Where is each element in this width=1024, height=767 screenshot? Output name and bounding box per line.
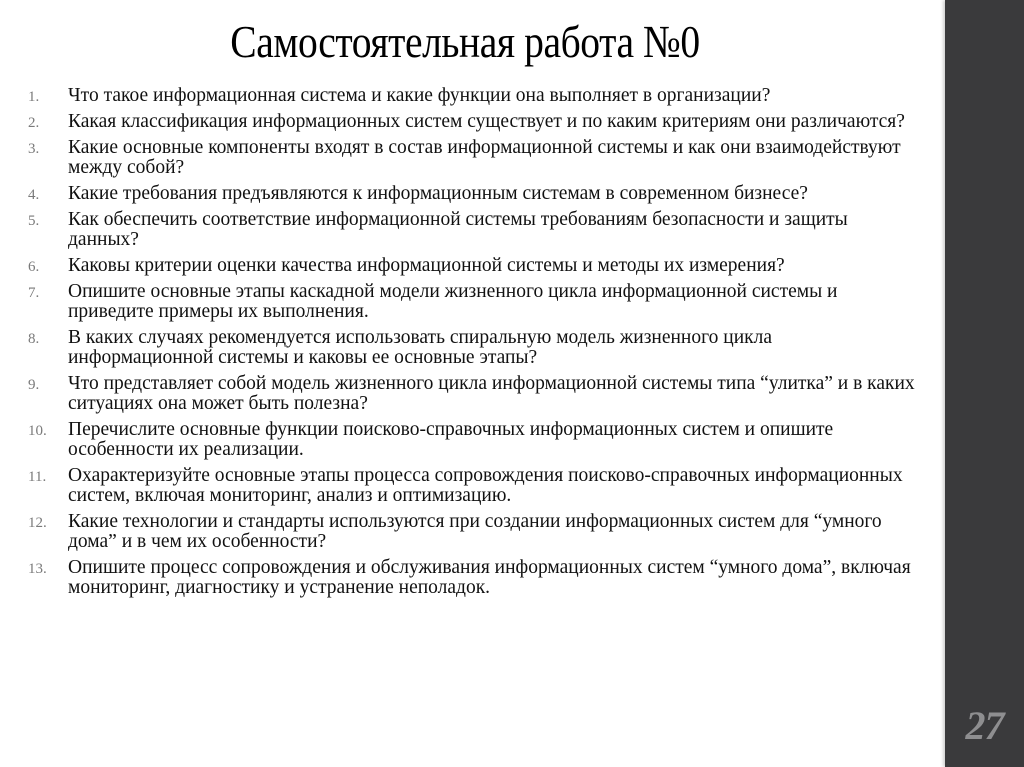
question-text: Как обеспечить соответствие информационной системы требованиям безопасности и защиты данных? xyxy=(68,209,848,250)
question-number: 5. xyxy=(28,213,40,229)
question-number: 4. xyxy=(28,187,40,203)
question-text: Какие основные компоненты входят в состав информационной системы и как они взаимодействуют между собой? xyxy=(68,137,901,178)
question-item-12 xyxy=(0,512,940,552)
question-number: 12. xyxy=(28,515,47,531)
question-number: 3. xyxy=(28,141,40,157)
question-item-2 xyxy=(0,112,940,132)
question-number: 11. xyxy=(28,469,47,485)
question-number: 8. xyxy=(28,331,40,347)
question-list xyxy=(0,86,940,604)
question-item-7 xyxy=(0,282,940,322)
question-text: Какие технологии и стандарты используются при создании информационных систем для “умного дома” и в чем их особенности? xyxy=(68,511,882,552)
question-text: Что представляет собой модель жизненного цикла информационной системы типа “улитка” и в каких ситуациях она может быть полезна? xyxy=(68,373,915,414)
question-number: 10. xyxy=(28,423,47,439)
question-item-8 xyxy=(0,328,940,368)
question-number: 2. xyxy=(28,115,40,131)
question-text: Опишите процесс сопровождения и обслуживания информационных систем “умного дома”, включая мониторинг, диагностику и устранение неполадок. xyxy=(68,557,911,598)
side-bar xyxy=(945,0,1024,767)
question-item-3 xyxy=(0,138,940,178)
question-text: Что такое информационная система и какие функции она выполняет в организации? xyxy=(68,85,771,106)
question-item-9 xyxy=(0,374,940,414)
question-item-11 xyxy=(0,466,940,506)
question-number: 7. xyxy=(28,285,40,301)
question-text: Опишите основные этапы каскадной модели жизненного цикла информационной системы и приведите примеры их выполнения. xyxy=(68,281,838,322)
question-text: Охарактеризуйте основные этапы процесса сопровождения поисково-справочных информационных систем, включая мониторинг, анализ и оптимизацию. xyxy=(68,465,903,506)
question-item-5 xyxy=(0,210,940,250)
question-text: Какие требования предъявляются к информационным системам в современном бизнесе? xyxy=(68,183,808,204)
question-number: 6. xyxy=(28,259,40,275)
question-text: Какая классификация информационных систем существует и по каким критериям они различаются? xyxy=(68,111,905,132)
slide-title: Самостоятельная работа №0 xyxy=(230,16,700,67)
question-item-13 xyxy=(0,558,940,598)
question-item-1 xyxy=(0,86,940,106)
page-number: 27 xyxy=(965,703,1004,748)
question-item-6 xyxy=(0,256,940,276)
question-text: Каковы критерии оценки качества информационной системы и методы их измерения? xyxy=(68,255,785,276)
question-text: В каких случаях рекомендуется использовать спиральную модель жизненного цикла информационной системы и каковы ее основные этапы? xyxy=(68,327,772,368)
question-text: Перечислите основные функции поисково-справочных информационных систем и опишите особенности их реализации. xyxy=(68,419,834,460)
question-number: 9. xyxy=(28,377,40,393)
question-number: 1. xyxy=(28,89,40,105)
question-item-10 xyxy=(0,420,940,460)
question-item-4 xyxy=(0,184,940,204)
question-number: 13. xyxy=(28,561,47,577)
